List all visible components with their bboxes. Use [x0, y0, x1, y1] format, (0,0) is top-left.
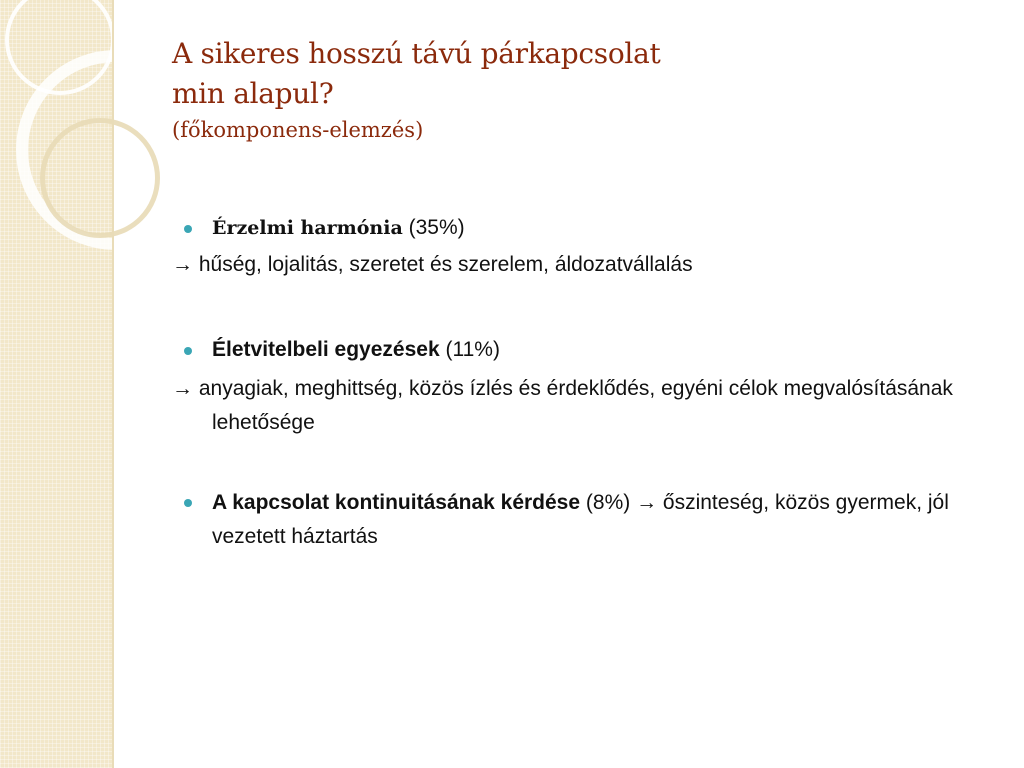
bullet-line: [172, 210, 992, 246]
decorative-side-band: [0, 0, 112, 768]
list-item: [172, 332, 992, 440]
title-line-1: A sikeres hosszú távú párkapcsolat: [172, 37, 661, 70]
item-heading: Érzelmi harmónia: [212, 217, 403, 239]
item-heading: Életvitelbeli egyezések: [212, 338, 440, 361]
slide-title: [172, 34, 660, 146]
item-percent: (11%): [445, 338, 500, 361]
item-detail: → anyagiak, meghittség, közös ízlés és érdeklődés, egyéni célok megvalósításának lehetősége: [172, 377, 953, 434]
item-percent: (8%): [585, 491, 631, 514]
title-line-2: min alapul?: [172, 77, 334, 110]
item-heading: A kapcsolat kontinuitásának kérdése: [212, 491, 581, 514]
bullet-line: [172, 486, 992, 554]
item-percent: (35%): [408, 216, 465, 239]
bullet-dot-icon: [184, 347, 192, 355]
list-item: [172, 210, 992, 282]
slide-content: [172, 210, 992, 554]
item-detail: → hűség, lojalitás, szeretet és szerelem, áldozatvállalás: [172, 253, 693, 276]
band-edge-divider: [112, 0, 114, 768]
title-subtitle: (főkomponens-elemzés): [172, 118, 424, 142]
bullet-line: [172, 332, 992, 368]
item-detail-inline: → őszinteség, közös gyermek, jól vezetett háztartás: [212, 491, 949, 548]
list-item: [172, 486, 992, 554]
decorative-ring: [40, 118, 160, 238]
bullet-dot-icon: [184, 499, 192, 507]
bullet-dot-icon: [184, 225, 192, 233]
